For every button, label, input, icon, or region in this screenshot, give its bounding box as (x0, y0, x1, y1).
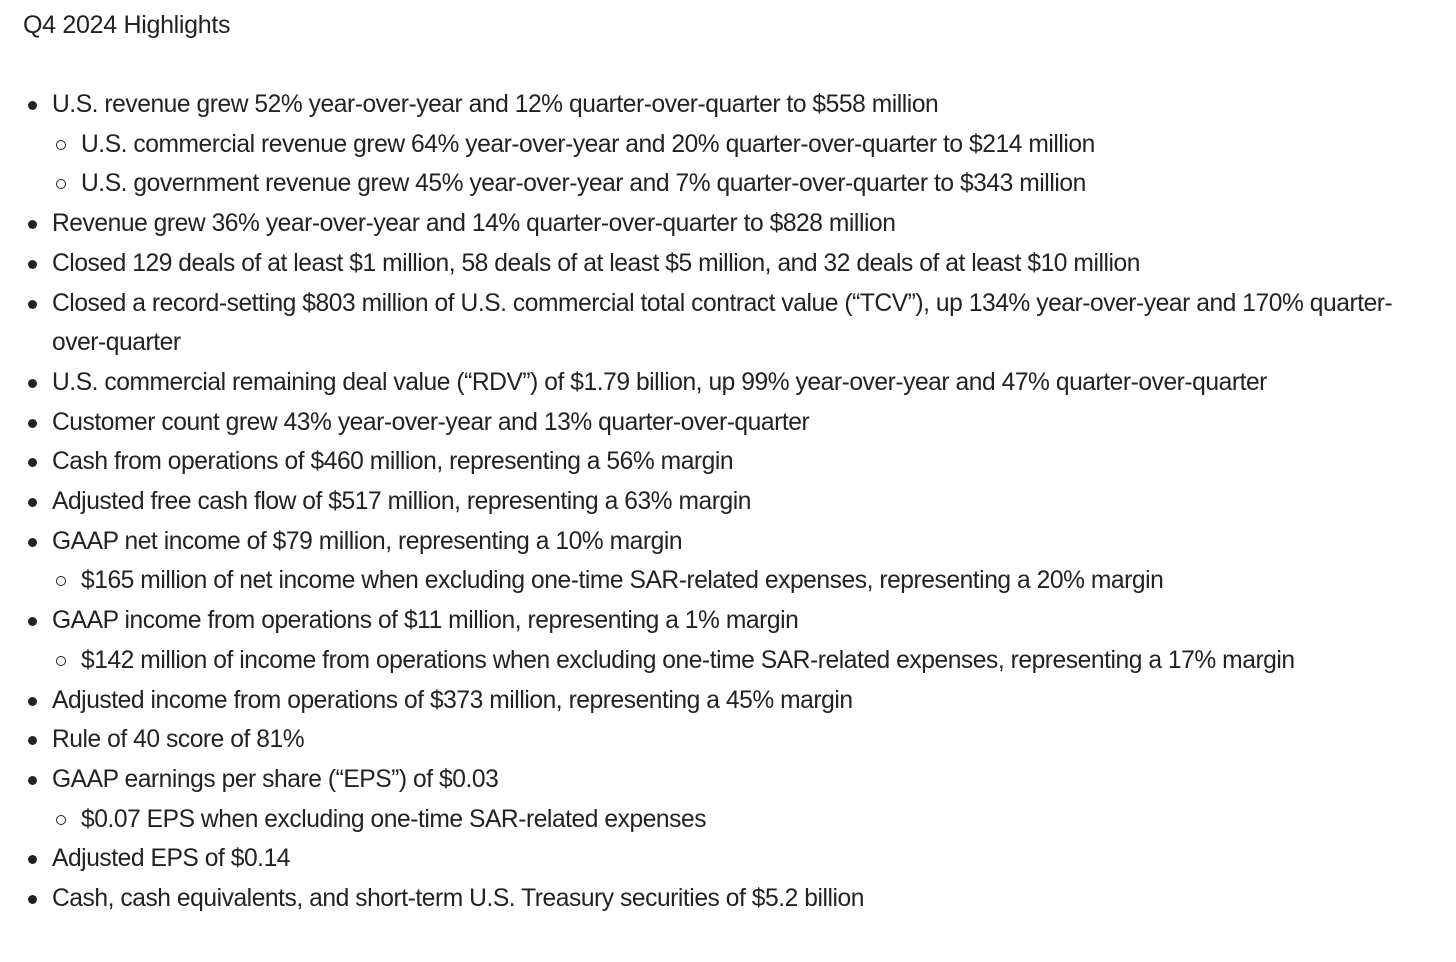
list-item (0, 601, 1456, 641)
list-item (0, 284, 1456, 363)
hollow-bullet-icon (56, 815, 66, 825)
list-item-text: Adjusted free cash flow of $517 million, representing a 63% margin (52, 488, 751, 516)
bullet-icon (28, 895, 37, 904)
bullet-icon (28, 736, 37, 745)
list-item-text: Closed a record-setting $803 million of U.S. commercial total contract value (“TCV”), up 134% year-over-year and 170% quarter-over-quarter (52, 289, 1393, 357)
list-item (0, 522, 1456, 562)
list-item (0, 403, 1456, 443)
list-item (0, 442, 1456, 482)
list-item (0, 720, 1456, 760)
list-item-text: Adjusted income from operations of $373 million, representing a 45% margin (52, 686, 853, 714)
list-item-text: Closed 129 deals of at least $1 million, 58 deals of at least $5 million, and 32 deals of at least $10 million (52, 249, 1140, 277)
sub-list-item (0, 164, 1456, 204)
bullet-icon (28, 458, 37, 467)
sub-list-item (0, 800, 1456, 840)
bullet-icon (28, 260, 37, 269)
bullet-icon (28, 855, 37, 864)
list-item (0, 244, 1456, 284)
list-item (0, 760, 1456, 800)
list-item-text: Revenue grew 36% year-over-year and 14% quarter-over-quarter to $828 million (52, 210, 896, 238)
hollow-bullet-icon (56, 179, 66, 189)
list-item (0, 879, 1456, 919)
list-item-text: GAAP income from operations of $11 million, representing a 1% margin (52, 607, 799, 635)
hollow-bullet-icon (56, 656, 66, 666)
sub-list-item (0, 561, 1456, 601)
bullet-icon (28, 776, 37, 785)
list-item (0, 482, 1456, 522)
page-title: Q4 2024 Highlights (23, 11, 231, 39)
sub-list-item (0, 125, 1456, 165)
hollow-bullet-icon (56, 576, 66, 586)
list-item-text: Cash, cash equivalents, and short-term U.S. Treasury securities of $5.2 billion (52, 885, 864, 913)
list-item (0, 363, 1456, 403)
bullet-icon (28, 220, 37, 229)
list-item-text: GAAP net income of $79 million, representing a 10% margin (52, 527, 683, 555)
bullet-icon (28, 498, 37, 507)
bullet-icon (28, 617, 37, 626)
sub-list-item (0, 641, 1456, 681)
bullet-icon (28, 101, 37, 110)
highlights-list (0, 85, 1456, 919)
list-item (0, 839, 1456, 879)
bullet-icon (28, 300, 37, 309)
list-item-text: Rule of 40 score of 81% (52, 726, 305, 754)
list-item-text: U.S. commercial remaining deal value (“RDV”) of $1.79 billion, up 99% year-over-year and 47% quarter-over-quarter (52, 368, 1267, 396)
list-item (0, 681, 1456, 721)
list-item (0, 204, 1456, 244)
list-item-text: $142 million of income from operations when excluding one-time SAR-related expenses, representing a 17% margin (81, 646, 1295, 674)
list-item-text: Customer count grew 43% year-over-year and 13% quarter-over-quarter (52, 408, 810, 436)
list-item-text: Adjusted EPS of $0.14 (52, 845, 291, 873)
list-item-text: U.S. revenue grew 52% year-over-year and 12% quarter-over-quarter to $558 million (52, 91, 939, 118)
bullet-icon (28, 538, 37, 547)
list-item-text: GAAP earnings per share (“EPS”) of $0.03 (52, 765, 499, 793)
bullet-icon (28, 697, 37, 706)
list-item-text: $165 million of net income when excluding one-time SAR-related expenses, representing a 20% margin (81, 567, 1164, 595)
list-item (0, 85, 1456, 125)
bullet-icon (28, 419, 37, 428)
list-item-text: U.S. government revenue grew 45% year-over-year and 7% quarter-over-quarter to $343 million (81, 170, 1086, 198)
list-item-text: Cash from operations of $460 million, representing a 56% margin (52, 448, 734, 476)
list-item-text: U.S. commercial revenue grew 64% year-over-year and 20% quarter-over-quarter to $214 million (81, 130, 1095, 158)
bullet-icon (28, 379, 37, 388)
list-item-text: $0.07 EPS when excluding one-time SAR-related expenses (81, 805, 707, 833)
hollow-bullet-icon (56, 140, 66, 150)
